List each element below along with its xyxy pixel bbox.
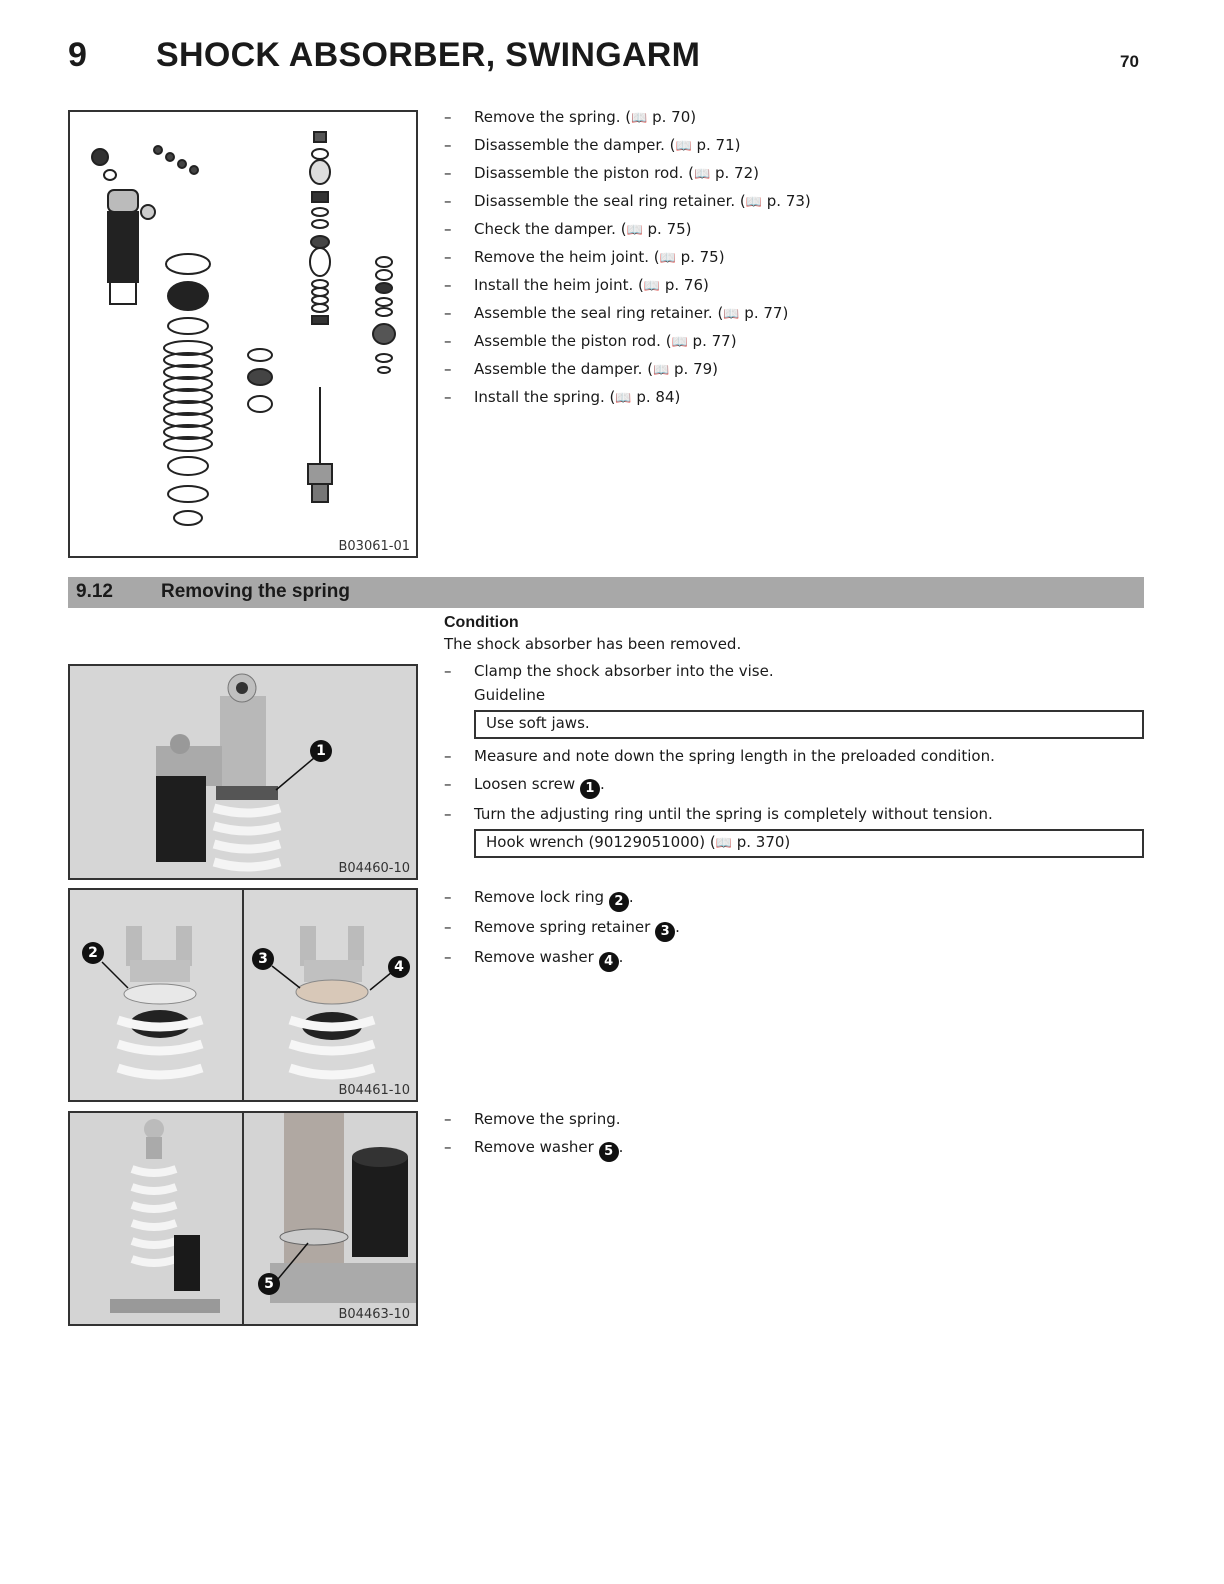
page-number: 70 [1120, 52, 1139, 71]
page-reference[interactable]: p. 77) [744, 304, 789, 322]
page-reference[interactable]: p. 84) [636, 388, 681, 406]
section-number: 9.12 [76, 581, 113, 602]
list-item: – Disassemble the seal ring retainer. (📖 p. 73) [444, 188, 1144, 216]
list-item: – Clamp the shock absorber into the vise. [444, 658, 1144, 684]
page-reference[interactable]: p. 73) [766, 192, 811, 210]
page-reference[interactable]: p. 72) [715, 164, 759, 182]
manual-reference-icon: 📖 [659, 251, 676, 266]
condition-label: Condition [444, 614, 519, 631]
clamp-step [444, 658, 1144, 684]
list-item: – Install the heim joint. (📖 p. 76) [444, 272, 1144, 300]
shock-absorber-drawing [70, 666, 416, 878]
list-item: – Assemble the piston rod. (📖 p. 77) [444, 328, 1144, 356]
list-item: – Remove washer 5 . [444, 1134, 1144, 1162]
remove-steps [444, 884, 1144, 972]
manual-reference-icon: 📖 [631, 111, 648, 126]
list-item: – Remove lock ring 2 . [444, 884, 1144, 912]
callout-1-icon: 1 [580, 779, 600, 799]
list-item: – Remove the spring. (📖 p. 70) [444, 104, 1144, 132]
manual-reference-icon: 📖 [643, 279, 661, 294]
manual-reference-icon: 📖 [626, 223, 643, 238]
figure-code: B04461-10 [338, 1083, 410, 1098]
photo-shock-absorber [68, 664, 418, 880]
photo-spring-washer [68, 1111, 418, 1326]
manual-reference-icon: 📖 [615, 391, 632, 406]
list-item: – Assemble the seal ring retainer. (📖 p. 77) [444, 300, 1144, 328]
list-item: – Remove spring retainer 3 . [444, 914, 1144, 942]
manual-reference-icon: 📖 [671, 335, 688, 350]
callout-4-icon: 4 [388, 956, 410, 978]
page-reference[interactable]: p. 79) [674, 360, 719, 378]
page-reference[interactable]: p. 77) [692, 332, 737, 350]
final-steps [444, 1106, 1144, 1162]
figure-code: B03061-01 [338, 539, 410, 554]
list-item: – Measure and note down the spring length in the preloaded condition. [444, 743, 1144, 769]
exploded-view-figure [68, 110, 418, 558]
list-item: – Assemble the damper. (📖 p. 79) [444, 356, 1144, 384]
list-item: – Remove washer 4 . [444, 944, 1144, 972]
section-title: Removing the spring [161, 581, 350, 602]
guideline-box: Use soft jaws. [474, 710, 1144, 739]
spring-retainer-drawing [70, 890, 416, 1100]
tool-box: Hook wrench (90129051000) (📖 p. 370) [474, 829, 1144, 858]
callout-3-icon: 3 [252, 948, 274, 970]
page-reference[interactable]: p. 71) [696, 136, 741, 154]
callout-3-icon: 3 [655, 922, 675, 942]
manual-reference-icon: 📖 [715, 836, 732, 851]
list-item: – Remove the spring. [444, 1106, 1144, 1132]
list-item: – Remove the heim joint. (📖 p. 75) [444, 244, 1144, 272]
list-item: – Turn the adjusting ring until the spring is completely without tension. [444, 801, 1144, 827]
callout-2-icon: 2 [609, 892, 629, 912]
guideline-label: Guideline [474, 686, 546, 704]
list-item: – Disassemble the damper. (📖 p. 71) [444, 132, 1144, 160]
callout-5-icon: 5 [258, 1273, 280, 1295]
callout-2-icon: 2 [82, 942, 104, 964]
manual-reference-icon: 📖 [745, 195, 762, 210]
manual-reference-icon: 📖 [653, 363, 670, 378]
list-item: – Install the spring. (📖 p. 84) [444, 384, 1144, 412]
exploded-view-drawing [70, 112, 416, 556]
photo-lock-ring-retainer [68, 888, 418, 1102]
overview-step-list [444, 104, 1144, 412]
callout-4-icon: 4 [599, 952, 619, 972]
spring-washer-drawing [70, 1113, 416, 1324]
figure-code: B04460-10 [338, 861, 410, 876]
page-reference[interactable]: p. 70) [652, 108, 697, 126]
manual-reference-icon: 📖 [723, 307, 740, 322]
condition-text: The shock absorber has been removed. [444, 635, 742, 653]
list-item: – Disassemble the piston rod. (📖 p. 72) [444, 160, 1144, 188]
figure-code: B04463-10 [338, 1307, 410, 1322]
callout-5-icon: 5 [599, 1142, 619, 1162]
chapter-number: 9 [68, 36, 87, 74]
page-reference[interactable]: p. 76) [664, 276, 709, 294]
list-item: – Check the damper. (📖 p. 75) [444, 216, 1144, 244]
manual-reference-icon: 📖 [675, 139, 692, 154]
manual-reference-icon: 📖 [694, 167, 711, 182]
page-reference[interactable]: p. 75) [647, 220, 692, 238]
chapter-title: SHOCK ABSORBER, SWINGARM [156, 36, 701, 74]
measure-steps [444, 743, 1144, 827]
callout-1-icon: 1 [310, 740, 332, 762]
list-item: – Loosen screw 1 . [444, 771, 1144, 799]
page-reference[interactable]: p. 75) [680, 248, 725, 266]
page-reference[interactable]: p. 370) [736, 833, 791, 851]
